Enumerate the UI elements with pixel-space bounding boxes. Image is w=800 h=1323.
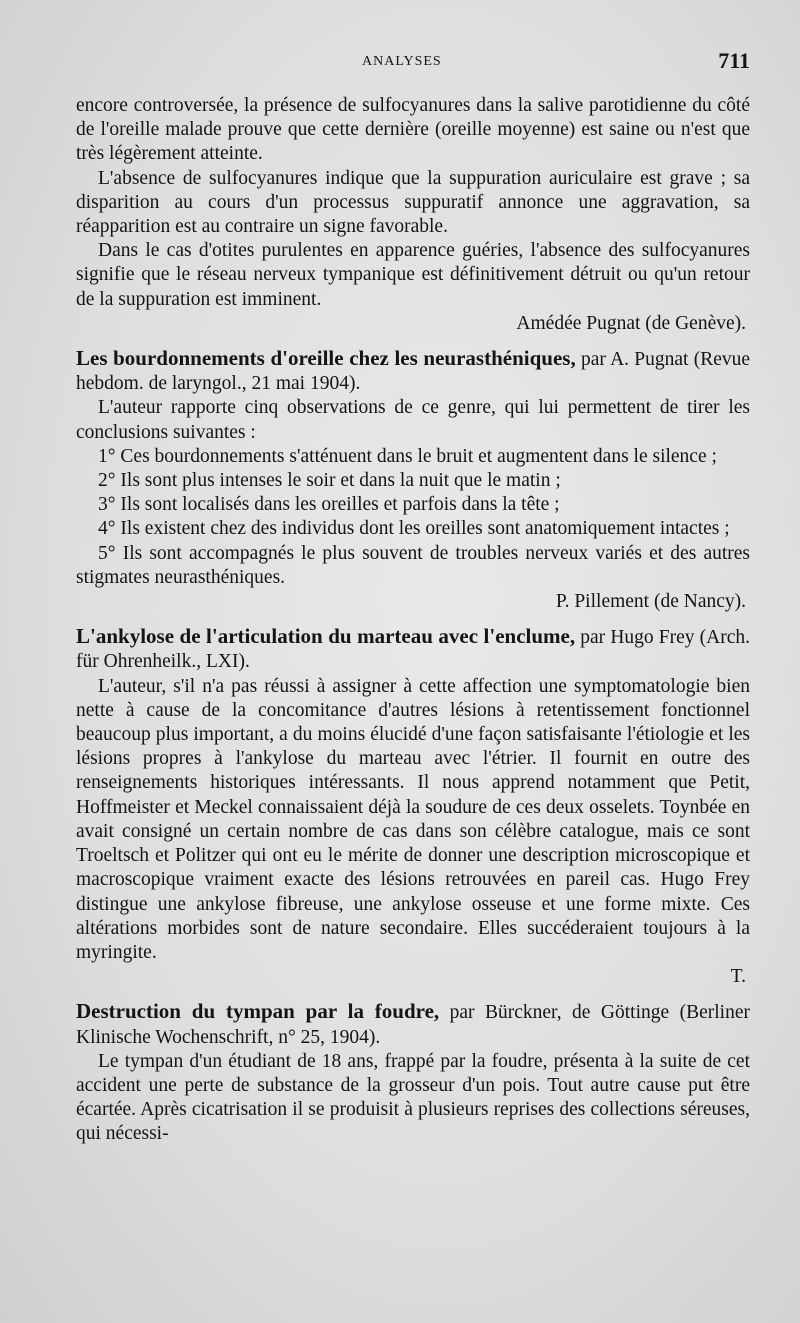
- intro-paragraph: Dans le cas d'otites purulentes en apparence guéries, l'absence des sulfocyanures signifie que le réseau nerveux tympanique est définitivement détruit ou qu'un retour de la suppuration est imminent.: [76, 240, 750, 310]
- list-item: 1° Ces bourdonnements s'atténuent dans le bruit et augmentent dans le silence ;: [98, 445, 717, 467]
- list-item: 5° Ils sont accompagnés le plus souvent de troubles nerveux variés et des autres stigmates neurasthéniques.: [76, 542, 750, 588]
- page-body: [76, 94, 750, 1147]
- article-signature: P. Pillement (de Nancy).: [555, 591, 746, 613]
- article-paragraph: L'auteur, s'il n'a pas réussi à assigner à cette affection une symptomatologie bien nette à cause de la concomitance d'autres lésions à retentissement fonctionnel beaucoup plus important, a du moins élucidé d'une façon satisfaisante l'étiologie et les lésions propres à l'ankylose du marteau avec l'étrier. Il fournit en outre des renseignements historiques intéressants. Il nous apprend notamment que Petit, Hoffmeister et Meckel connaissaient déjà la soudure de ces deux osselets. Toynbée en avait consigné un certain nombre de cas dans son célèbre catalogue, mais ce sont Troeltsch et Politzer qui ont eu le mérite de donner une description microscopique et macroscopique vraiment exacte des lésions retrouvées en pareil cas. Hugo Frey distingue une ankylose fibreuse, une ankylose osseuse et une forme mixte. Ces altérations morbides sont de nature secondaire. Elles succéderaient toujours à la myringite.: [76, 675, 750, 963]
- intro-signature: Amédée Pugnat (de Genève).: [516, 312, 746, 334]
- article-citation: par Hugo Frey (Arch. für Ohrenheilk., LXI).: [76, 627, 751, 673]
- page-number: 711: [718, 48, 750, 73]
- article-signature: T.: [730, 966, 746, 988]
- intro-paragraph: encore controversée, la présence de sulfocyanures dans la salive parotidienne du côté de l'oreille malade prouve que cette dernière (oreille moyenne) est saine ou n'est que très légèrement atteinte.: [76, 95, 750, 165]
- article-paragraph: Le tympan d'un étudiant de 18 ans, frappé par la foudre, présenta à la suite de cet accident une perte de substance de la grosseur d'un pois. Tout autre cause put être écartée. Après cicatrisation il se produisit à plusieurs reprises des collections séreuses, qui nécessi-: [76, 1050, 750, 1145]
- article-title: Les bourdonnements d'oreille chez les neurasthéniques,: [76, 346, 576, 371]
- article-neurasthenie: [76, 346, 750, 614]
- list-item: 3° Ils sont localisés dans les oreilles et parfois dans la tête ;: [98, 494, 560, 516]
- running-head: ANALYSES: [362, 54, 442, 69]
- article-ankylose: [76, 624, 750, 989]
- page-header: [76, 48, 750, 78]
- intro-paragraph: L'absence de sulfocyanures indique que la suppuration auriculaire est grave ; sa disparition au cours d'un processus suppuratif annonce une aggravation, sa réapparition est au contraire un signe favorable.: [76, 167, 750, 238]
- list-item: 4° Ils existent chez des individus dont les oreilles sont anatomiquement intactes ;: [98, 518, 730, 540]
- article-foudre: [76, 999, 750, 1146]
- article-paragraph: L'auteur rapporte cinq observations de ce genre, qui lui permettent de tirer les conclusions suivantes :: [76, 397, 750, 443]
- article-title: L'ankylose de l'articulation du marteau avec l'enclume,: [76, 624, 576, 649]
- article-citation: par A. Pugnat (Revue hebdom. de laryngol., 21 mai 1904).: [76, 349, 751, 395]
- list-item: 2° Ils sont plus intenses le soir et dans la nuit que le matin ;: [98, 470, 561, 492]
- article-title: Destruction du tympan par la foudre,: [76, 999, 440, 1024]
- article-citation: par Bürckner, de Göttinge (Berliner Klinische Wochenschrift, n° 25, 1904).: [76, 1002, 750, 1048]
